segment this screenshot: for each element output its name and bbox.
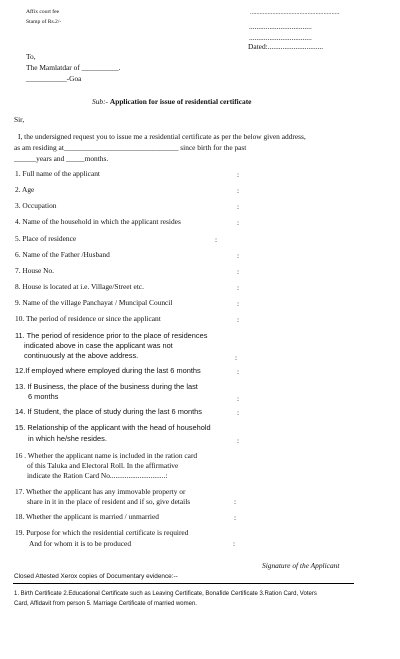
- question-12-colon: :: [237, 367, 240, 376]
- question-7: 7. House No.: [15, 266, 55, 275]
- question-13: 13. If Business, the place of the business during the last: [15, 382, 198, 391]
- question-4-colon: :: [237, 218, 240, 227]
- subject-text: Application for issue of residential certificate: [109, 97, 252, 106]
- question-8: 8. House is located at i.e. Village/Street etc.: [15, 282, 144, 291]
- question-16-line3: indicate the Ration Card No..............................:: [27, 471, 168, 480]
- question-19-line2: And for whom it is to be produced: [29, 539, 132, 548]
- question-7-colon: :: [237, 267, 240, 276]
- to-label: To,: [26, 52, 36, 61]
- subject-line: [92, 97, 251, 106]
- stamp-note-line2: Stamp of Rs.2/-: [26, 19, 62, 25]
- attested-copies-label: Closed Attested Xerox copies of Documentary evidence:--: [14, 573, 178, 580]
- question-2-colon: :: [237, 186, 240, 195]
- question-14: 14. If Student, the place of study during the last 6 months: [15, 407, 202, 416]
- question-3: 3. Occupation: [15, 201, 57, 210]
- question-18: 18. Whether the applicant is married / unmarried: [15, 512, 159, 521]
- question-3-colon: :: [237, 202, 240, 211]
- goa-line: ___________-Goa: [26, 74, 82, 83]
- question-13-line2: 6 months: [28, 392, 59, 401]
- question-15-line2: in which he/she resides.: [28, 434, 107, 443]
- question-5: 5. Place of residence: [15, 234, 77, 243]
- question-11-colon: :: [235, 353, 238, 362]
- mamlatdar-line: The Mamlatdar of __________.: [26, 63, 121, 72]
- question-2: 2. Age: [15, 185, 35, 194]
- question-17: 17. Whether the applicant has any immovable property or: [15, 487, 186, 496]
- question-6: 6. Name of the Father /Husband: [15, 250, 110, 259]
- body-line3: ______years and _____months.: [14, 154, 109, 163]
- question-8-colon: :: [237, 283, 240, 292]
- stamp-note-line1: Affix court fee: [26, 9, 60, 15]
- question-6-colon: :: [237, 251, 240, 260]
- question-12: 12.If employed where employed during the last 6 months: [15, 366, 201, 375]
- documents-line1: 1. Birth Certificate 2.Educational Certificate such as Leaving Certificate, Bonafide Certificate 3.Ration Card, Voters: [14, 591, 317, 597]
- question-16-line2: of this Taluka and Electoral Roll. In the affirmative: [27, 461, 179, 470]
- question-9: 9. Name of the village Panchayat / Muncipal Council: [15, 298, 173, 307]
- question-5-colon: :: [215, 235, 218, 244]
- question-19-colon: :: [233, 539, 236, 548]
- question-10: 10. The period of residence or since the applicant: [15, 314, 161, 323]
- question-14-colon: :: [237, 408, 240, 417]
- question-15-colon: :: [237, 436, 240, 445]
- body-line2: as am residing at_______________________________ since birth for the past: [14, 143, 247, 152]
- footer-divider: [13, 583, 354, 584]
- applicant-name-line: ........................................................: [250, 9, 340, 16]
- question-16: 16 . Whether the applicant name is included in the ration card: [15, 451, 198, 460]
- question-11-line3: continuously at the above address.: [24, 351, 139, 360]
- question-19: 19. Purpose for which the residential certificate is required: [15, 528, 189, 537]
- question-17-line2: share in it in the place of resident and if so, give details: [27, 497, 191, 506]
- question-11-line2: indicated above in case the applicant was not: [24, 341, 173, 350]
- dated-line: Dated:..............................: [248, 42, 324, 51]
- documents-line2: Card, Affidavit from person 5. Marriage Certificate of married women.: [14, 601, 197, 607]
- question-11: 11. The period of residence prior to the place of residences: [15, 331, 208, 340]
- question-1: 1. Full name of the applicant: [15, 169, 100, 178]
- applicant-address-line1: ..................................: [249, 22, 312, 31]
- question-1-colon: :: [237, 170, 240, 179]
- salutation: Sir,: [14, 115, 25, 124]
- question-15: 15. Relationship of the applicant with the head of household: [15, 423, 211, 432]
- question-13-colon: :: [237, 394, 240, 403]
- question-18-colon: :: [234, 513, 237, 522]
- body-line1: I, the undersigned request you to issue me a residential certificate as per the below given address,: [18, 132, 306, 141]
- question-10-colon: :: [237, 315, 240, 324]
- applicant-signature-label: Signature of the Applicant: [262, 561, 340, 570]
- applicant-address-line2: ..................................: [249, 33, 312, 42]
- subject-prefix: Sub:-: [92, 97, 109, 106]
- question-9-colon: :: [237, 299, 240, 308]
- question-17-colon: :: [234, 497, 237, 506]
- question-4: 4. Name of the household in which the applicant resides: [15, 217, 181, 226]
